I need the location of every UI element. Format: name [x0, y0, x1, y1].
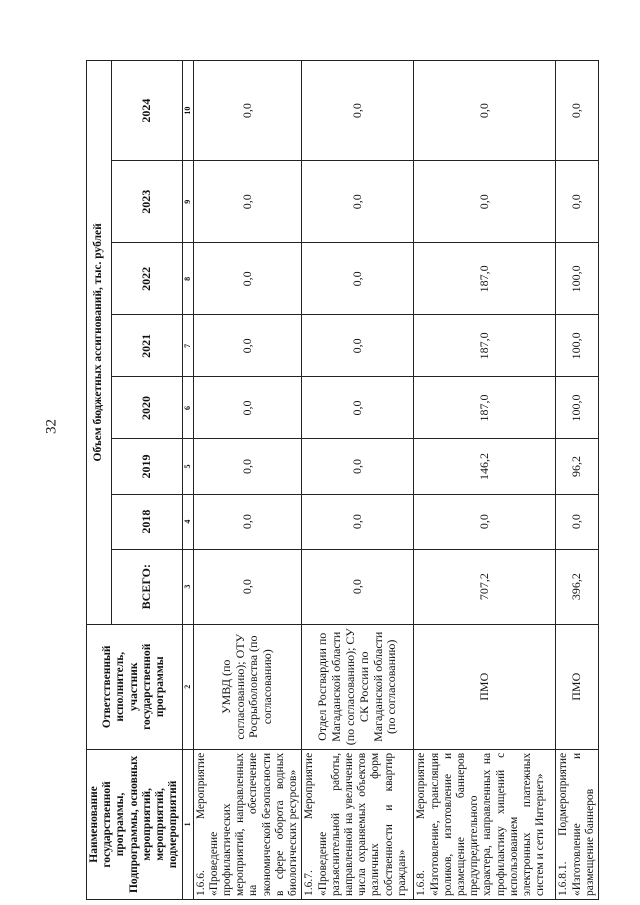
- row-value: 146,2: [414, 439, 556, 494]
- row-total: 0,0: [302, 549, 414, 624]
- header-row: [87, 61, 112, 900]
- header-year: 2021: [112, 315, 183, 377]
- row-value: 100,0: [556, 315, 599, 377]
- row-name: 1.6.6. Мероприятие «Проведение профилактических мероприятий, направленных на обеспечение экономической безопасности в сфере оборота водных биологических ресурсов»: [193, 749, 302, 899]
- row-value: 187,0: [414, 315, 556, 377]
- row-value: 0,0: [193, 161, 302, 243]
- header-year: 2019: [112, 439, 183, 494]
- row-executor: УМВД (по согласованию); ОТУ Росрыболовства (по согласованию): [193, 624, 302, 749]
- row-value: 187,0: [414, 243, 556, 315]
- row-value: 0,0: [302, 439, 414, 494]
- page-number: 32: [43, 419, 60, 434]
- row-name: 1.6.7. Мероприятие «Проведение разъяснительной работы, направленной на увеличение числа охраняемых объектов различных форм собственности и квартир граждан»: [302, 749, 414, 899]
- row-name: 1.6.8. Мероприятие «Изготовление, трансляция роликов, изготовление и размещение баннеров предупредительного характера, направленных на профилактику хищений с использованием электронных платежных систем и сети Интернет»: [414, 749, 556, 899]
- row-executor: Отдел Росгвардии по Магаданской области (по согласованию); СУ СК России по Магаданской области (по согласованию): [302, 624, 414, 749]
- row-value: 100,0: [556, 377, 599, 439]
- table-row: [414, 61, 556, 900]
- row-value: 0,0: [302, 494, 414, 549]
- table-row: [193, 61, 302, 900]
- row-value: 0,0: [556, 161, 599, 243]
- column-index: 8: [182, 243, 193, 315]
- row-value: 0,0: [414, 61, 556, 161]
- column-index: 10: [182, 61, 193, 161]
- row-executor: ПМО: [414, 624, 556, 749]
- column-index: 1: [182, 749, 193, 899]
- row-value: 0,0: [414, 161, 556, 243]
- table-row: [556, 61, 599, 900]
- header-total: ВСЕГО:: [112, 549, 183, 624]
- row-value: 0,0: [302, 377, 414, 439]
- row-value: 0,0: [302, 61, 414, 161]
- row-value: 0,0: [556, 61, 599, 161]
- row-value: 0,0: [193, 61, 302, 161]
- column-index: 2: [182, 624, 193, 749]
- row-value: 0,0: [193, 377, 302, 439]
- row-value: 96,2: [556, 439, 599, 494]
- header-executor: Ответственный исполнитель, участник государственной программы: [87, 624, 183, 749]
- header-year: 2022: [112, 243, 183, 315]
- column-index: 7: [182, 315, 193, 377]
- column-index-row: [182, 61, 193, 900]
- rotated-table-wrapper: [86, 60, 596, 900]
- header-year: 2018: [112, 494, 183, 549]
- row-value: 0,0: [193, 494, 302, 549]
- budget-table: [86, 60, 599, 900]
- column-index: 3: [182, 549, 193, 624]
- row-value: 0,0: [302, 315, 414, 377]
- column-index: 5: [182, 439, 193, 494]
- header-name: Наименование государственной программы, Подпрограммы, основных мероприятий, мероприятий, подмероприятий: [87, 749, 183, 899]
- header-year: 2024: [112, 61, 183, 161]
- table-row: [302, 61, 414, 900]
- header-year: 2020: [112, 377, 183, 439]
- row-executor: ПМО: [556, 624, 599, 749]
- row-total: 396,2: [556, 549, 599, 624]
- row-value: 0,0: [414, 494, 556, 549]
- header-budget: Объем бюджетных ассигнований, тыс. рублей: [87, 61, 112, 625]
- row-total: 0,0: [193, 549, 302, 624]
- row-total: 707,2: [414, 549, 556, 624]
- column-index: 6: [182, 377, 193, 439]
- column-index: 9: [182, 161, 193, 243]
- row-value: 0,0: [302, 161, 414, 243]
- row-value: 0,0: [302, 243, 414, 315]
- row-value: 187,0: [414, 377, 556, 439]
- header-year: 2023: [112, 161, 183, 243]
- row-value: 100,0: [556, 243, 599, 315]
- row-name: 1.6.8.1. Подмероприятие «Изготовление и размещение баннеров: [556, 749, 599, 899]
- row-value: 0,0: [556, 494, 599, 549]
- row-value: 0,0: [193, 315, 302, 377]
- row-value: 0,0: [193, 243, 302, 315]
- column-index: 4: [182, 494, 193, 549]
- row-value: 0,0: [193, 439, 302, 494]
